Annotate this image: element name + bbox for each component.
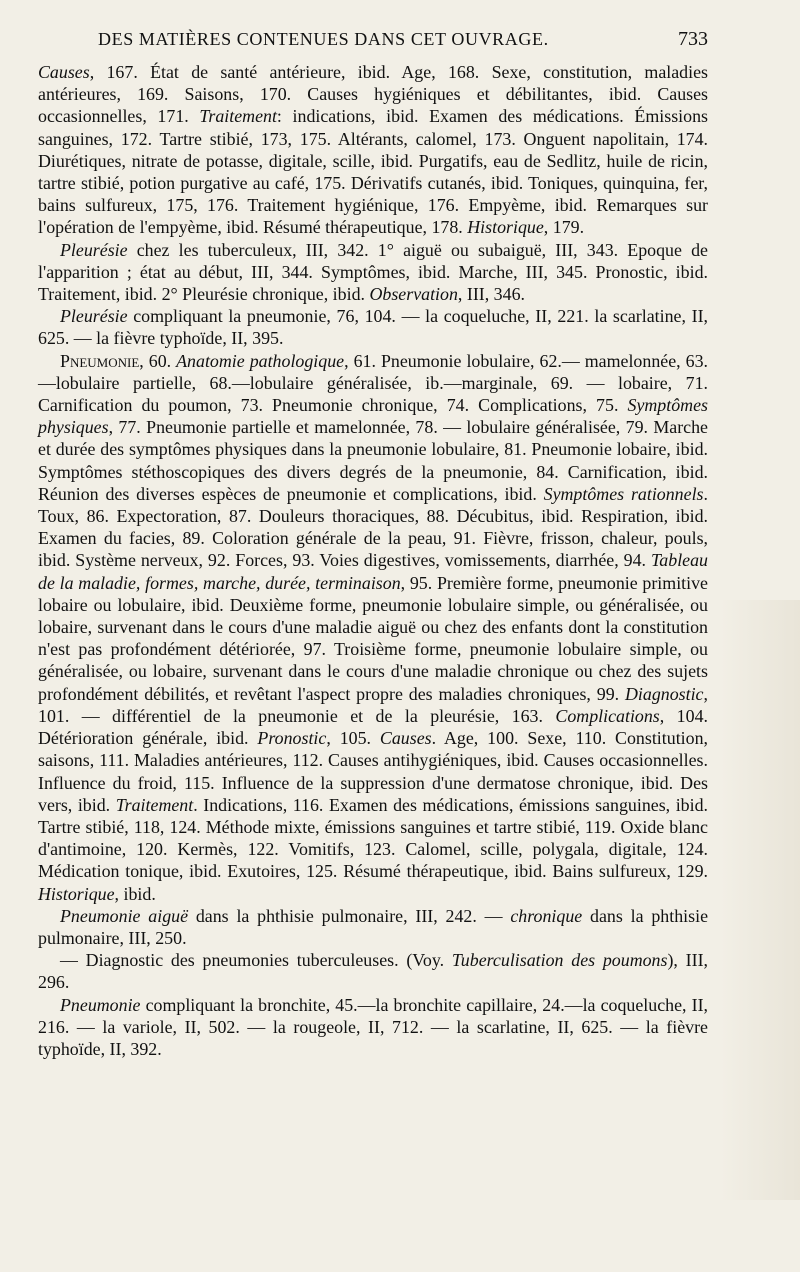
italic-term: Anatomie pathologique (176, 350, 345, 371)
entry-text: . Indications, 116. Examen des médications, émissions sanguines, ibid. Tartre stibié, 118, 124. Méthode mixte, émissions sanguines et tartre stibié, 119. Oxide blanc d'antimoine, 120. Kermès, 122. Vomitifs, 123. Calomel, scille, polygala, digitale, 124. Médication tonique, ibid. Exutoires, 125. Résumé thérapeutique, ibid. Bains sulfureux, 129. (38, 794, 708, 882)
entry-text: — Diagnostic des pneumonies tuberculeuses. (Voy. (60, 950, 452, 971)
header-title: DES MATIÈRES CONTENUES DANS CET OUVRAGE. (98, 29, 549, 49)
italic-term: Symptômes physiques (38, 395, 708, 438)
italic-term: Pleurésie (60, 306, 128, 327)
italic-term: chronique (510, 905, 583, 926)
index-entry-causes (38, 61, 708, 239)
index-entry-pneumonie-aigue (38, 905, 708, 949)
entry-text: , ibid. (114, 883, 156, 904)
italic-term: Pneumonie (60, 994, 141, 1015)
italic-term: Pronostic (257, 728, 327, 749)
entry-text: , 77. Pneumonie partielle et mamelonnée, 78. — lobulaire généralisée, 79. Marche et durée des symptômes physiques dans la pneumonie lobulaire, 81. Pneumonie lobaire, ibid. Symptômes stéthoscopiques des divers degrés de la pneumonie, 84. Carnification, ibid. Réunion des diverses espèces de pneumonie et complications, ibid. (38, 417, 708, 504)
small-caps-heading: Pneumonie (60, 350, 140, 371)
italic-term: Pneumonie aiguë (60, 905, 189, 926)
entry-text: , 104. Détérioration générale, ibid. (38, 705, 708, 749)
entry-text: : indications, ibid. Examen des médications. Émissions sanguines, 172. Tartre stibié, 173, 175. Altérants, calomel, 173. Onguent napolitain, 174. Diurétiques, nitrate de potasse, digitale, scille, ibid. Purgatifs, eau de Sedlitz, huile de ricin, tartre stibié, potion purgative au café, 175. Dérivatifs cutanés, ibid. Toniques, quinquina, fer, bains sulfureux, 175, 176. Traitement hygiénique, 176. Empyème, ibid. Remarques sur l'opération de l'empyème, ibid. Résumé thérapeutique, 178. (38, 106, 708, 238)
italic-term: Complications (555, 705, 660, 726)
italic-term: Symptômes rationnels (543, 483, 704, 504)
entry-text: , 60. (139, 350, 177, 371)
entry-text: , 179. (543, 217, 585, 238)
index-entry-pleuresie-pneumonie (38, 305, 708, 349)
index-entry-pleuresie-tuberculeux (38, 239, 708, 306)
italic-term: Traitement (199, 106, 277, 127)
running-header (38, 28, 708, 51)
entry-text: ), III, 296. (38, 950, 708, 993)
italic-term: Causes (379, 728, 432, 749)
entry-text: , III, 346. (457, 284, 525, 305)
italic-term: Pleurésie (60, 239, 128, 260)
entry-text: dans la phthisie pulmonaire, III, 242. — (188, 905, 511, 926)
italic-term: Tableau de la maladie, formes, marche, durée, terminaison (38, 550, 708, 593)
entry-text: , 101. — différentiel de la pneumonie et de la pleurésie, 163. (38, 683, 708, 726)
page-bleed-shadow (720, 600, 800, 1200)
entry-text: . Toux, 86. Expectoration, 87. Douleurs thoraciques, 88. Décubitus, ibid. Respiration, ibid. Examen du facies, 89. Coloration générale de la peau, 91. Fièvre, frisson, chaleur, pouls, ibid. Système nerveux, 92. Forces, 93. Voies digestives, vomissements, diarrhée, 94. (38, 483, 708, 571)
italic-term: Traitement (115, 794, 194, 815)
italic-term: Historique (38, 883, 115, 904)
entry-text: , 167. État de santé antérieure, ibid. Age, 168. Sexe, constitution, maladies antérieures, 169. Saisons, 170. Causes hygiéniques et débilitantes, ibid. Causes occasionnelles, 171. (38, 62, 708, 127)
entry-text: dans la phthisie pulmonaire, III, 250. (38, 905, 709, 948)
italic-term: Causes (38, 62, 90, 82)
index-body (38, 61, 708, 1060)
italic-term: Observation (369, 284, 458, 305)
entry-text: compliquant la bronchite, 45.—la bronchite capillaire, 24.—la coqueluche, II, 216. — la variole, II, 502. — la rougeole, II, 712. — la scarlatine, II, 625. — la fièvre typhoïde, II, 392. (38, 994, 708, 1059)
entry-text: . Age, 100. Sexe, 110. Constitution, saisons, 111. Maladies antérieures, 112. Causes antihygiéniques, ibid. Causes occasionnelles. Influence du froid, 115. Influence de la suppression d'une dermatose chronique, ibid. Des vers, ibid. (38, 728, 709, 815)
entry-text: chez les tuberculeux, III, 342. 1° aiguë ou subaiguë, III, 343. Epoque de l'apparition ; état au début, III, 344. Symptômes, ibid. Marche, III, 345. Pronostic, ibid. Traitement, ibid. 2° Pleurésie chronique, ibid. (38, 239, 708, 305)
italic-term: Diagnostic (624, 683, 704, 704)
index-entry-pneumonie (38, 350, 708, 905)
italic-term: Tuberculisation des poumons (451, 950, 668, 971)
index-entry-pneumonie-bronchite (38, 994, 708, 1061)
entry-text: , 61. Pneumonie lobulaire, 62.— mamelonnée, 63.—lobulaire partielle, 68.—lobulaire généralisée, ib.—marginale, 69. — lobaire, 71. Carnification du poumon, 73. Pneumonie chronique, 74. Complications, 75. (38, 350, 708, 416)
entry-text: compliquant la pneumonie, 76, 104. — la coqueluche, II, 221. la scarlatine, II, 625. — la fièvre typhoïde, II, 395. (38, 306, 708, 349)
index-entry-diagnostic-tuberculeuses (38, 949, 708, 993)
italic-term: Historique (467, 217, 544, 238)
entry-text: , 105. (326, 728, 380, 749)
page-number: 733 (678, 28, 708, 50)
entry-text: , 95. Première forme, pneumonie primitive lobaire ou lobulaire, ibid. Deuxième forme, pneumonie lobulaire simple, ou généralisée, ou lobaire, survenant dans le cours d'une maladie aiguë ou chez des enfants dont la constitution n'est pas profondément détériorée, 97. Troisième forme, pneumonie lobulaire simple, ou généralisée, ou lobaire, survenant dans le cours d'une maladie chronique ou chez des sujets profondément débilités, et revêtant l'aspect propre des maladies chroniques, 99. (38, 572, 708, 704)
